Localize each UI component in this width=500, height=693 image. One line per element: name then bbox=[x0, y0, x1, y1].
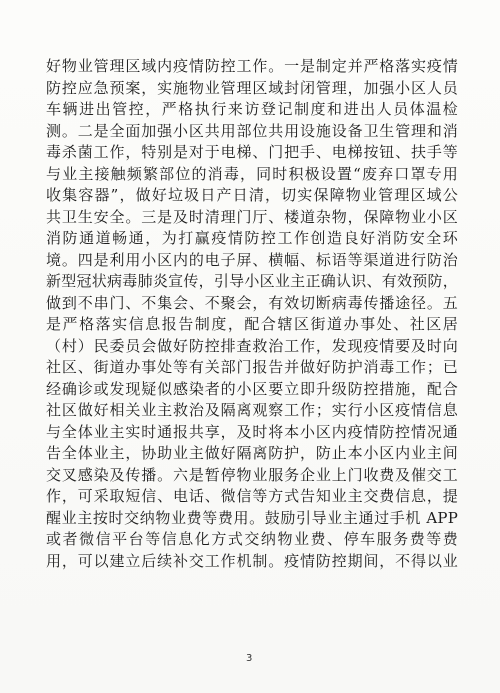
text-line: 新型冠状病毒肺炎宣传，引导小区业主正确认识、有效预防， bbox=[46, 272, 458, 290]
text-line: 用，可以建立后续补交工作机制。疫情防控期间，不得以业 bbox=[46, 551, 458, 570]
text-line: 社区、街道办事处等有关部门报告并做好防护消毒工作；已 bbox=[46, 358, 458, 376]
text-line: 经确诊或发现疑似感染者的小区要立即升级防控措施，配合 bbox=[46, 379, 458, 398]
text-line: 做到不串门、不集会、不聚会，有效切断病毒传播途径。五 bbox=[46, 293, 458, 312]
body-text bbox=[46, 56, 458, 572]
page-number: 3 bbox=[246, 653, 253, 664]
text-line: 毒杀菌工作，特别是对于电梯、门把手、电梯按钮、扶手等 bbox=[46, 143, 458, 161]
text-line: 境。四是利用小区内的电子屏、横幅、标语等渠道进行防治 bbox=[46, 250, 458, 269]
text-line: 消防通道畅通，为打赢疫情防控工作创造良好消防安全环 bbox=[46, 229, 458, 247]
text-line: 收集容器”，做好垃圾日产日清，切实保障物业管理区域公 bbox=[46, 186, 458, 204]
text-line: 社区做好相关业主救治及隔离观察工作；实行小区疫情信息 bbox=[46, 401, 458, 419]
text-line: 共卫生安全。三是及时清理门厅、楼道杂物，保障物业小区 bbox=[46, 207, 458, 226]
text-line: 好物业管理区域内疫情防控工作。一是制定并严格落实疫情 bbox=[46, 57, 458, 75]
text-line: 与全体业主实时通报共享，及时将本小区内疫情防控情况通 bbox=[46, 422, 458, 441]
text-line: 醒业主按时交纳物业费等费用。鼓励引导业主通过手机 APP bbox=[46, 508, 458, 527]
text-line: 是严格落实信息报告制度，配合辖区街道办事处、社区居 bbox=[46, 315, 458, 333]
text-line: 测。二是全面加强小区共用部位共用设施设备卫生管理和消 bbox=[46, 121, 458, 140]
text-line: 防控应急预案，实施物业管理区域封闭管理，加强小区人员 bbox=[46, 78, 458, 97]
text-line: 与业主接触频繁部位的消毒，同时积极设置“废弃口罩专用 bbox=[46, 164, 458, 183]
text-line: 或者微信平台等信息化方式交纳物业费、停车服务费等费 bbox=[46, 530, 458, 548]
text-line: 告全体业主，协助业主做好隔离防护，防止本小区内业主间 bbox=[46, 444, 458, 462]
text-line: 车辆进出管控，严格执行来访登记制度和进出人员体温检 bbox=[46, 100, 458, 118]
text-line: 作，可采取短信、电话、微信等方式告知业主交费信息，提 bbox=[46, 487, 458, 505]
text-line: （村）民委员会做好防控排查救治工作，发现疫情要及时向 bbox=[46, 336, 458, 355]
text-line: 交叉感染及传播。六是暂停物业服务企业上门收费及催交工 bbox=[46, 465, 458, 484]
